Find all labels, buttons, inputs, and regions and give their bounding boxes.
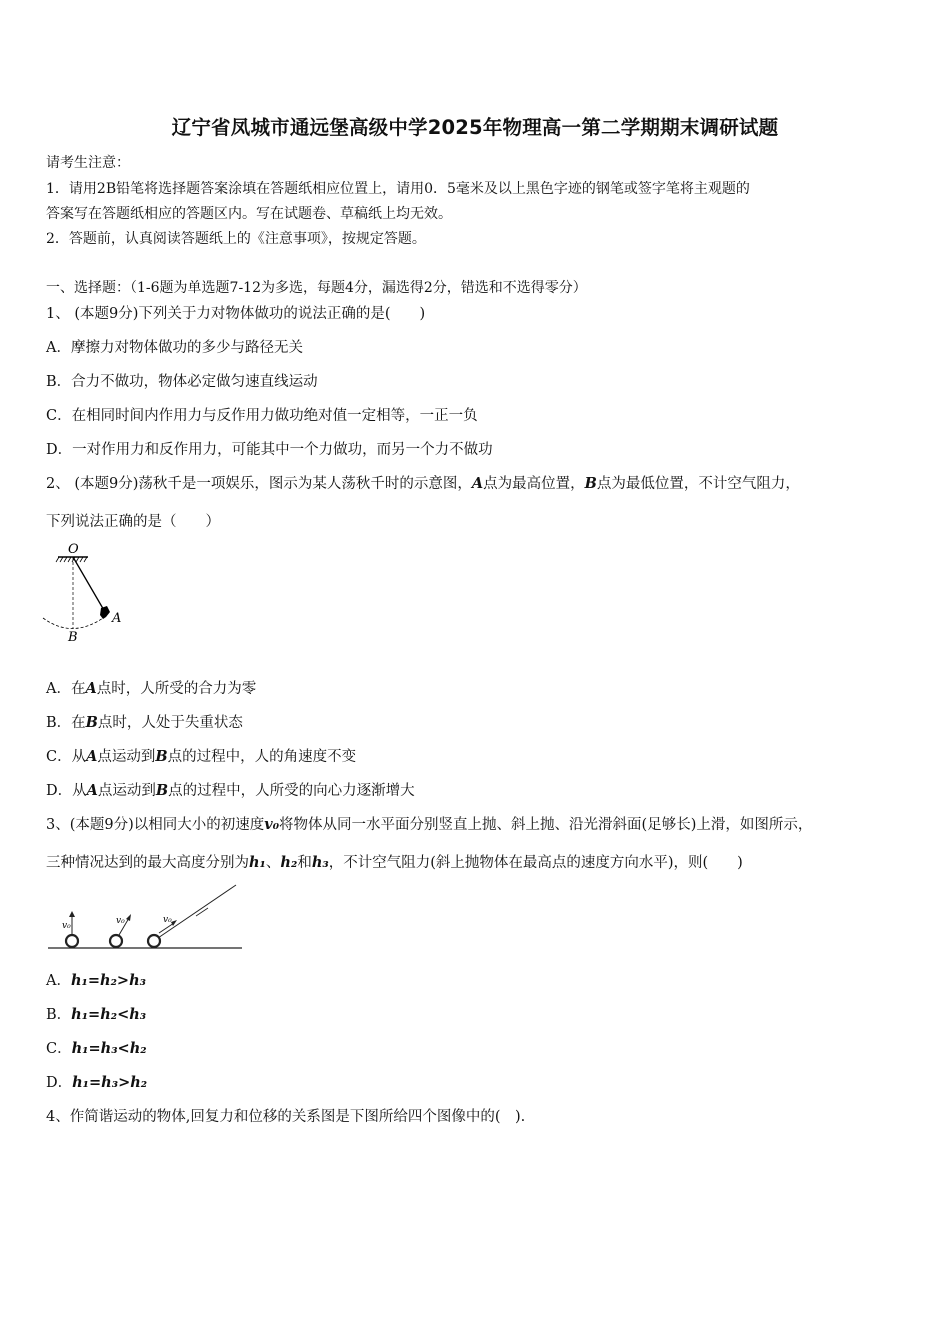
question-1-option-c: C．在相同时间内作用力与反作用力做功绝对值一定相等，一正一负 [46,408,478,424]
question-2-option-d: D．从A点运动到B点的过程中，人所受的向心力逐渐增大 [46,782,415,799]
question-1-option-b: B．合力不做功，物体必定做匀速直线运动 [46,374,318,390]
question-2-stem-a: 2、 (本题9分)荡秋千是一项娱乐，图示为某人荡秋千时的示意图， [46,476,472,492]
question-2-stem-line1 [46,472,800,493]
question-3-option-d: D．h₁=h₃>h₂ [46,1074,148,1091]
question-2-option-c: C．从A点运动到B点的过程中，人的角速度不变 [46,748,357,765]
variable-b: B [584,475,597,492]
question-2-option-a: A．在A点时，人所受的合力为零 [46,680,257,697]
swing-diagram [40,540,150,645]
notice-line-1a: 1．请用2B铅笔将选择题答案涂填在答题纸相应位置上，请用0．5毫米及以上黑色字迹的钢笔或签字笔将主观题的 [46,181,750,197]
page-title: 辽宁省凤城市通远堡高级中学2025年物理高一第二学期期末调研试题 [171,116,779,139]
question-3-option-b: B．h₁=h₂<h₃ [46,1006,147,1023]
notice-line-2: 2．答题前，认真阅读答题纸上的《注意事项》，按规定答题。 [46,231,426,247]
question-3-stem-line2: 三种情况达到的最大高度分别为h₁、h₂和h₃，不计空气阻力(斜上抛物体在最高点的速度方向水平)，则( ) [46,854,743,871]
variable-a: A [471,475,484,492]
label-b: B [68,630,78,645]
question-3-option-a: A．h₁=h₂>h₃ [46,972,146,989]
notice-line-1b: 答案写在答题纸相应的答题区内。写在试题卷、草稿纸上均无效。 [46,206,452,222]
question-1-option-a: A．摩擦力对物体做功的多少与路径无关 [46,340,303,356]
variable-v0: v₀ [264,816,280,833]
question-2-stem-b: 点为最高位置， [483,476,585,492]
v0-label-incline: v₀ [163,915,172,925]
question-1-option-d: D．一对作用力和反作用力，可能其中一个力做功，而另一个力不做功 [46,442,493,458]
question-4-stem: 4、作简谐运动的物体,回复力和位移的关系图是下图所给四个图像中的( ). [46,1109,526,1125]
section-heading: 一、选择题：（1-6题为单选题7-12为多选，每题4分，漏选得2分，错选和不选得零分） [46,280,587,296]
projectile-diagram [46,882,246,954]
question-3-option-c: C．h₁=h₃<h₂ [46,1040,147,1057]
v0-label-oblique: v₀ [116,916,125,926]
label-a: A [112,611,122,626]
question-3-stem-line1: 3、(本题9分)以相同大小的初速度v₀将物体从同一水平面分别竖直上抛、斜上抛、沿光滑斜面(足够长)上滑，如图所示， [46,816,813,833]
question-2-stem-d: 下列说法正确的是（ ） [46,514,220,530]
question-2-option-b: B．在B点时，人处于失重状态 [46,714,243,731]
label-o: O [68,542,79,557]
question-1-stem: 1、 (本题9分)下列关于力对物体做功的说法正确的是( ) [46,306,426,322]
notice-heading: 请考生注意： [46,155,130,171]
question-2-stem-c: 点为最低位置，不计空气阻力， [596,476,800,492]
v0-label-vertical: v₀ [62,921,71,931]
